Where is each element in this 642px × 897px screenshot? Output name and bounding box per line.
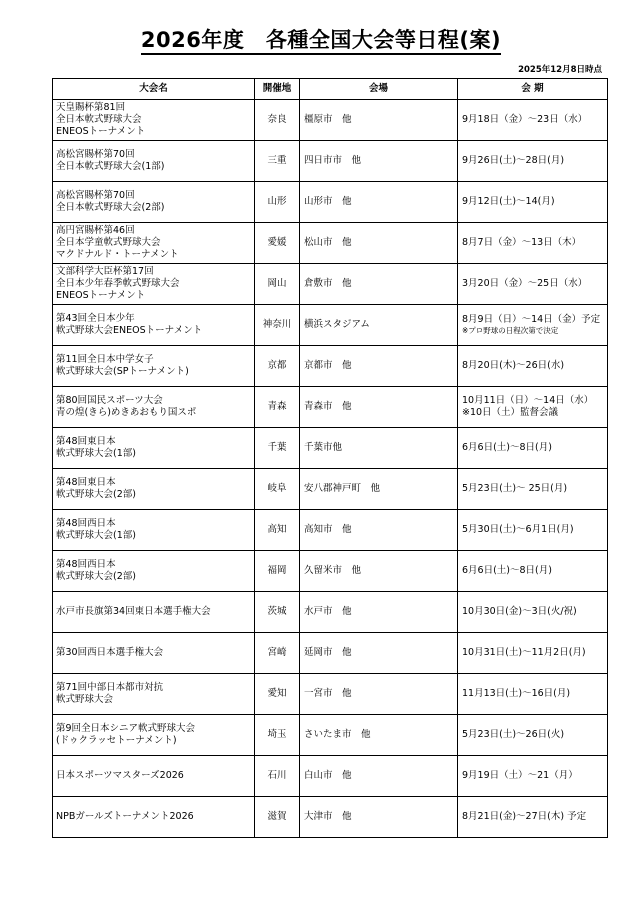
prefecture: 埼玉	[255, 715, 300, 756]
period-dates: 9月26日(土)～28日(月)	[462, 155, 565, 166]
table-row	[53, 797, 608, 838]
period-dates: 9月18日（金）～23日（水）	[462, 114, 588, 125]
venue: 倉敷市 他	[300, 264, 458, 305]
period-dates: 6月6日(土)～8日(月)	[462, 565, 552, 576]
tournament-name-line: 全日本学童軟式野球大会	[56, 237, 161, 248]
prefecture: 奈良	[255, 100, 300, 141]
period-dates: 5月23日(土)～26日(火)	[462, 729, 565, 740]
period	[458, 346, 608, 387]
tournament-name-line: 全日本軟式野球大会(2部)	[56, 202, 165, 213]
tournament-name	[53, 510, 255, 551]
period-dates: 8月20日(木)～26日(水)	[462, 360, 565, 371]
venue: 京都市 他	[300, 346, 458, 387]
prefecture: 千葉	[255, 428, 300, 469]
venue: 青森市 他	[300, 387, 458, 428]
period-dates: 9月19日（土）～21（月）	[462, 770, 578, 781]
table-row	[53, 264, 608, 305]
venue: 千葉市他	[300, 428, 458, 469]
venue: 高知市 他	[300, 510, 458, 551]
table-row	[53, 756, 608, 797]
tournament-name	[53, 100, 255, 141]
venue: 延岡市 他	[300, 633, 458, 674]
tournament-name	[53, 346, 255, 387]
venue: 水戸市 他	[300, 592, 458, 633]
table-row	[53, 100, 608, 141]
tournament-name	[53, 305, 255, 346]
tournament-name	[53, 551, 255, 592]
period-dates: 10月31日(土)～11月2日(月)	[462, 647, 586, 658]
tournament-name-line: 青の煌(きら)めきあおもり国スポ	[56, 407, 197, 418]
tournament-name-line: 軟式野球大会(SPトーナメント)	[56, 366, 189, 377]
prefecture: 滋賀	[255, 797, 300, 838]
period	[458, 182, 608, 223]
tournament-name	[53, 387, 255, 428]
tournament-name	[53, 141, 255, 182]
period-dates: 11月13日(土)～16日(月)	[462, 688, 571, 699]
period	[458, 633, 608, 674]
header-tournament: 大会名	[53, 79, 255, 100]
prefecture: 高知	[255, 510, 300, 551]
period-dates: 5月23日(土)～ 25日(月)	[462, 483, 568, 494]
prefecture: 愛媛	[255, 223, 300, 264]
venue: 横浜スタジアム	[300, 305, 458, 346]
prefecture: 山形	[255, 182, 300, 223]
period	[458, 797, 608, 838]
prefecture: 京都	[255, 346, 300, 387]
tournament-name	[53, 674, 255, 715]
period	[458, 674, 608, 715]
table-row	[53, 510, 608, 551]
tournament-name-line: NPBガールズトーナメント2026	[56, 811, 194, 822]
schedule-table	[52, 78, 608, 838]
period-dates: 8月21日(金)～27日(木) 予定	[462, 811, 587, 822]
tournament-name-line: ENEOSトーナメント	[56, 290, 146, 301]
prefecture: 三重	[255, 141, 300, 182]
period	[458, 592, 608, 633]
period-dates: 5月30日(土)～6月1日(月)	[462, 524, 574, 535]
period	[458, 305, 608, 346]
table-row	[53, 633, 608, 674]
period	[458, 141, 608, 182]
period	[458, 223, 608, 264]
tournament-name-line: 高松宮賜杯第70回	[56, 190, 135, 201]
period-dates: 8月7日（金）～13日（木）	[462, 237, 582, 248]
tournament-name	[53, 223, 255, 264]
prefecture: 神奈川	[255, 305, 300, 346]
as-of-date: 2025年12月8日時点	[518, 65, 602, 75]
tournament-name-line: 第48回西日本	[56, 518, 116, 529]
period	[458, 551, 608, 592]
period-dates: 6月6日(土)～8日(月)	[462, 442, 552, 453]
tournament-name-line: 第48回西日本	[56, 559, 116, 570]
tournament-name-line: 第48回東日本	[56, 477, 116, 488]
tournament-name-line: 第43回全日本少年	[56, 313, 135, 324]
table-row	[53, 223, 608, 264]
tournament-name-line: 第80回国民スポーツ大会	[56, 395, 163, 406]
venue: 四日市市 他	[300, 141, 458, 182]
header-venue: 会場	[300, 79, 458, 100]
table-row	[53, 141, 608, 182]
tournament-name-line: 全日本軟式野球大会(1部)	[56, 161, 165, 172]
venue: 松山市 他	[300, 223, 458, 264]
period-note: ※プロ野球の日程次第で決定	[462, 326, 559, 335]
period	[458, 756, 608, 797]
header-row	[53, 79, 608, 100]
tournament-name-line: マクドナルド・トーナメント	[56, 249, 179, 260]
page-title-text: 2026年度 各種全国大会等日程(案)	[141, 28, 501, 55]
table-row	[53, 182, 608, 223]
prefecture: 石川	[255, 756, 300, 797]
tournament-name	[53, 592, 255, 633]
prefecture: 茨城	[255, 592, 300, 633]
period-dates: 8月9日（日）～14日（金）予定	[462, 314, 601, 325]
schedule-body	[53, 100, 608, 838]
venue: 山形市 他	[300, 182, 458, 223]
venue: 大津市 他	[300, 797, 458, 838]
header-prefecture: 開催地	[255, 79, 300, 100]
table-row	[53, 428, 608, 469]
period-dates: 9月12日(土)～14(月)	[462, 196, 555, 207]
table-row	[53, 674, 608, 715]
table-row	[53, 592, 608, 633]
tournament-name-line: 第30回西日本選手権大会	[56, 647, 164, 658]
period	[458, 264, 608, 305]
tournament-name-line: (ドゥクラッセトーナメント)	[56, 735, 177, 746]
tournament-name	[53, 715, 255, 756]
prefecture: 岐阜	[255, 469, 300, 510]
period	[458, 100, 608, 141]
tournament-name-line: 軟式野球大会	[56, 694, 114, 705]
prefecture: 福岡	[255, 551, 300, 592]
table-row	[53, 387, 608, 428]
period	[458, 510, 608, 551]
period	[458, 469, 608, 510]
tournament-name-line: 高松宮賜杯第70回	[56, 149, 135, 160]
prefecture: 岡山	[255, 264, 300, 305]
venue: 久留米市 他	[300, 551, 458, 592]
tournament-name	[53, 182, 255, 223]
tournament-name-line: 日本スポーツマスターズ2026	[56, 770, 184, 781]
table-row	[53, 715, 608, 756]
tournament-name-line: ENEOSトーナメント	[56, 126, 146, 137]
prefecture: 愛知	[255, 674, 300, 715]
tournament-name-line: 軟式野球大会ENEOSトーナメント	[56, 325, 203, 336]
tournament-name-line: 第11回全日本中学女子	[56, 354, 154, 365]
tournament-name-line: 全日本軟式野球大会	[56, 114, 142, 125]
tournament-name	[53, 756, 255, 797]
tournament-name	[53, 797, 255, 838]
tournament-name-line: 軟式野球大会(2部)	[56, 489, 136, 500]
tournament-name-line: 全日本少年春季軟式野球大会	[56, 278, 180, 289]
venue: 一宮市 他	[300, 674, 458, 715]
header-period: 会 期	[458, 79, 608, 100]
tournament-name-line: 第71回中部日本都市対抗	[56, 682, 164, 693]
prefecture: 宮崎	[255, 633, 300, 674]
tournament-name	[53, 428, 255, 469]
tournament-name-line: 第48回東日本	[56, 436, 116, 447]
venue: 安八郡神戸町 他	[300, 469, 458, 510]
tournament-name	[53, 633, 255, 674]
tournament-name-line: 天皇賜杯第81回	[56, 102, 126, 113]
prefecture: 青森	[255, 387, 300, 428]
period-note: ※10日（土）監督会議	[462, 407, 559, 418]
tournament-name-line: 文部科学大臣杯第17回	[56, 266, 154, 277]
period	[458, 715, 608, 756]
table-row	[53, 469, 608, 510]
tournament-name-line: 高円宮賜杯第46回	[56, 225, 135, 236]
tournament-name	[53, 264, 255, 305]
tournament-name-line: 軟式野球大会(2部)	[56, 571, 136, 582]
tournament-name-line: 軟式野球大会(1部)	[56, 530, 136, 541]
venue: 白山市 他	[300, 756, 458, 797]
tournament-name-line: 軟式野球大会(1部)	[56, 448, 136, 459]
table-row	[53, 551, 608, 592]
venue: さいたま市 他	[300, 715, 458, 756]
tournament-name	[53, 469, 255, 510]
venue: 橿原市 他	[300, 100, 458, 141]
period-dates: 10月30日(金)～3日(火/祝)	[462, 606, 577, 617]
period-dates: 10月11日（日）～14日（水）	[462, 395, 594, 406]
period	[458, 428, 608, 469]
period	[458, 387, 608, 428]
period-dates: 3月20日（金）～25日（水）	[462, 278, 588, 289]
tournament-name-line: 第9回全日本シニア軟式野球大会	[56, 723, 196, 734]
table-row	[53, 305, 608, 346]
page-title	[0, 24, 642, 54]
table-row	[53, 346, 608, 387]
tournament-name-line: 水戸市長旗第34回東日本選手権大会	[56, 606, 211, 617]
